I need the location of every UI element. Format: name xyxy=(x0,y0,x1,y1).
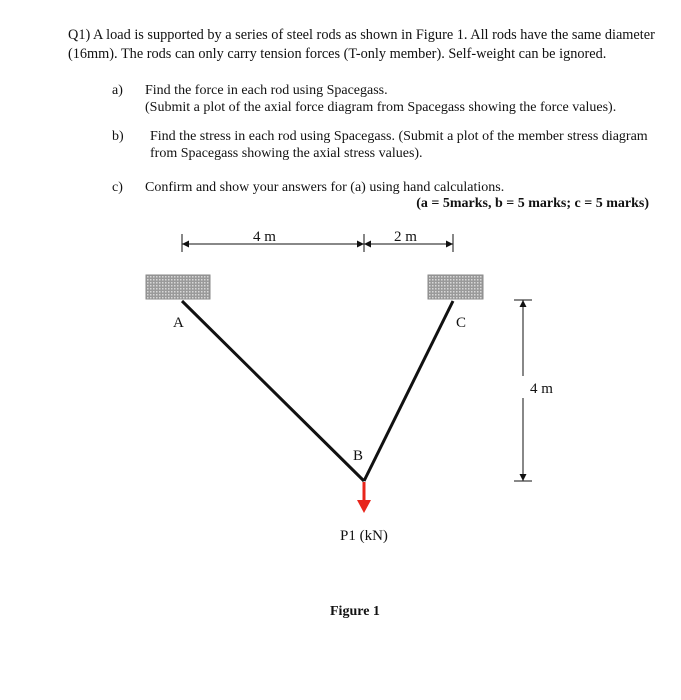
dim-vertical-label: 4 m xyxy=(530,381,553,397)
dim-right-label: 2 m xyxy=(394,229,417,245)
rod-ab xyxy=(182,301,364,481)
horizontal-dimension xyxy=(182,229,453,252)
part-a-label: a) xyxy=(112,83,123,98)
question-intro: Q1) A load is supported by a series of steel rods as shown in Figure 1. All rods have the same diameter (16mm). The rods can only carry tension forces (T-only member). Self-weight can be ignored. xyxy=(68,27,655,62)
part-b-label: b) xyxy=(112,129,124,144)
dim-left-label: 4 m xyxy=(253,229,276,245)
load-arrow-icon xyxy=(357,482,371,513)
figure-caption: Figure 1 xyxy=(330,604,380,619)
rod-cb xyxy=(364,301,453,481)
part-c-label: c) xyxy=(112,180,123,195)
support-c-hatch xyxy=(428,275,483,299)
vertical-dimension xyxy=(514,300,553,481)
part-b-line2: from Spacegass showing the axial stress values). xyxy=(150,146,423,161)
part-a-line1: Find the force in each rod using Spacegass. xyxy=(145,83,388,98)
node-b-label: B xyxy=(353,448,364,464)
node-a-label: A xyxy=(173,315,184,331)
load-label: P1 (kN) xyxy=(340,528,388,544)
node-c-label: C xyxy=(456,315,467,331)
support-a-hatch xyxy=(146,275,210,299)
part-c-line1: Confirm and show your answers for (a) using hand calculations. xyxy=(145,180,505,195)
marks-breakdown: (a = 5marks, b = 5 marks; c = 5 marks) xyxy=(416,196,649,211)
part-a-line2: (Submit a plot of the axial force diagram from Spacegass showing the force values). xyxy=(145,100,617,115)
part-b-line1: Find the stress in each rod using Spacegass. (Submit a plot of the member stress diagram xyxy=(150,129,648,144)
